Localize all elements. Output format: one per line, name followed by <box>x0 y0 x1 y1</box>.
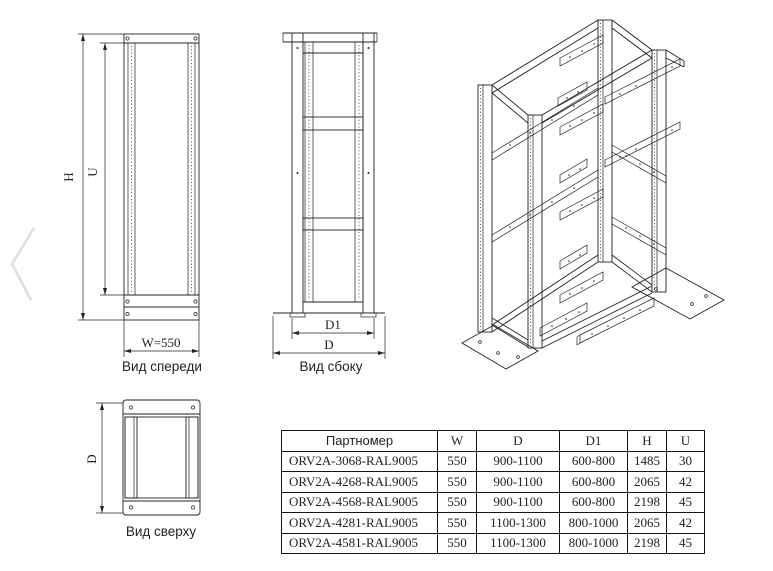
side-dim-D1 <box>292 317 374 339</box>
iso-posts <box>478 20 666 348</box>
spec-value-cell: 550 <box>438 451 477 472</box>
table-row <box>282 492 705 513</box>
watermark-chevron <box>0 0 60 330</box>
top-rack-outline <box>123 400 200 515</box>
iso-right-rails <box>605 59 680 167</box>
column-header-0: Партномер <box>282 431 438 452</box>
spec-value-cell: 600-800 <box>560 472 628 493</box>
column-header-5: U <box>667 431 705 452</box>
spec-value-cell: 600-800 <box>560 451 628 472</box>
spec-value-cell: 42 <box>667 513 705 534</box>
spec-table-header-row <box>282 431 705 452</box>
top-view-caption: Вид сверху <box>125 524 197 539</box>
spec-value-cell: 45 <box>667 492 705 513</box>
spec-value-cell: 2065 <box>628 513 667 534</box>
spec-value-cell: 550 <box>438 492 477 513</box>
spec-value-cell: 800-1000 <box>560 513 628 534</box>
front-view-drawing <box>60 20 220 365</box>
part-number-cell: ORV2A-4268-RAL9005 <box>282 472 438 493</box>
part-number-cell: ORV2A-3068-RAL9005 <box>282 451 438 472</box>
top-dim-D <box>84 403 123 513</box>
spec-value-cell: 900-1100 <box>477 472 560 493</box>
front-dim-W <box>124 320 199 357</box>
side-rack-outline <box>273 33 385 317</box>
table-row <box>282 472 705 493</box>
side-view-caption: Вид сбоку <box>299 359 363 374</box>
part-number-cell: ORV2A-4581-RAL9005 <box>282 533 438 554</box>
table-row <box>282 533 705 554</box>
top-view-drawing <box>85 393 215 528</box>
spec-value-cell: 1100-1300 <box>477 533 560 554</box>
svg-text:D: D <box>324 337 334 352</box>
spec-value-cell: 600-800 <box>560 492 628 513</box>
front-rack-outline <box>124 34 199 320</box>
svg-text:U: U <box>85 167 100 177</box>
spec-value-cell: 900-1100 <box>477 451 560 472</box>
spec-value-cell: 550 <box>438 472 477 493</box>
column-header-1: W <box>438 431 477 452</box>
side-view-drawing <box>250 20 400 365</box>
spec-value-cell: 42 <box>667 472 705 493</box>
spec-value-cell: 45 <box>667 533 705 554</box>
front-dim-U <box>85 43 126 295</box>
spec-value-cell: 550 <box>438 513 477 534</box>
spec-value-cell: 1100-1300 <box>477 513 560 534</box>
spec-value-cell: 30 <box>667 451 705 472</box>
part-number-cell: ORV2A-4568-RAL9005 <box>282 492 438 513</box>
spec-value-cell: 2065 <box>628 472 667 493</box>
spec-table <box>281 430 705 554</box>
iso-mounting-strips <box>540 35 603 336</box>
iso-rear-cross-rails <box>612 145 666 255</box>
table-row <box>282 451 705 472</box>
spec-value-cell: 2198 <box>628 492 667 513</box>
column-header-3: D1 <box>560 431 628 452</box>
iso-side-rails <box>492 88 598 242</box>
spec-value-cell: 900-1100 <box>477 492 560 513</box>
column-header-2: D <box>477 431 560 452</box>
spec-value-cell: 2198 <box>628 533 667 554</box>
svg-text:H: H <box>61 172 76 182</box>
iso-foot-rail <box>577 298 654 345</box>
spec-value-cell: 1485 <box>628 451 667 472</box>
svg-text:D1: D1 <box>325 317 341 332</box>
front-view-caption: Вид спереди <box>122 359 202 374</box>
svg-text:W=550: W=550 <box>141 335 181 350</box>
svg-text:D: D <box>84 454 99 464</box>
iso-bottom-frame <box>492 255 652 348</box>
isometric-view-drawing <box>440 5 770 375</box>
spec-value-cell: 800-1000 <box>560 533 628 554</box>
part-number-cell: ORV2A-4281-RAL9005 <box>282 513 438 534</box>
table-row <box>282 513 705 534</box>
column-header-4: H <box>628 431 667 452</box>
spec-value-cell: 550 <box>438 533 477 554</box>
